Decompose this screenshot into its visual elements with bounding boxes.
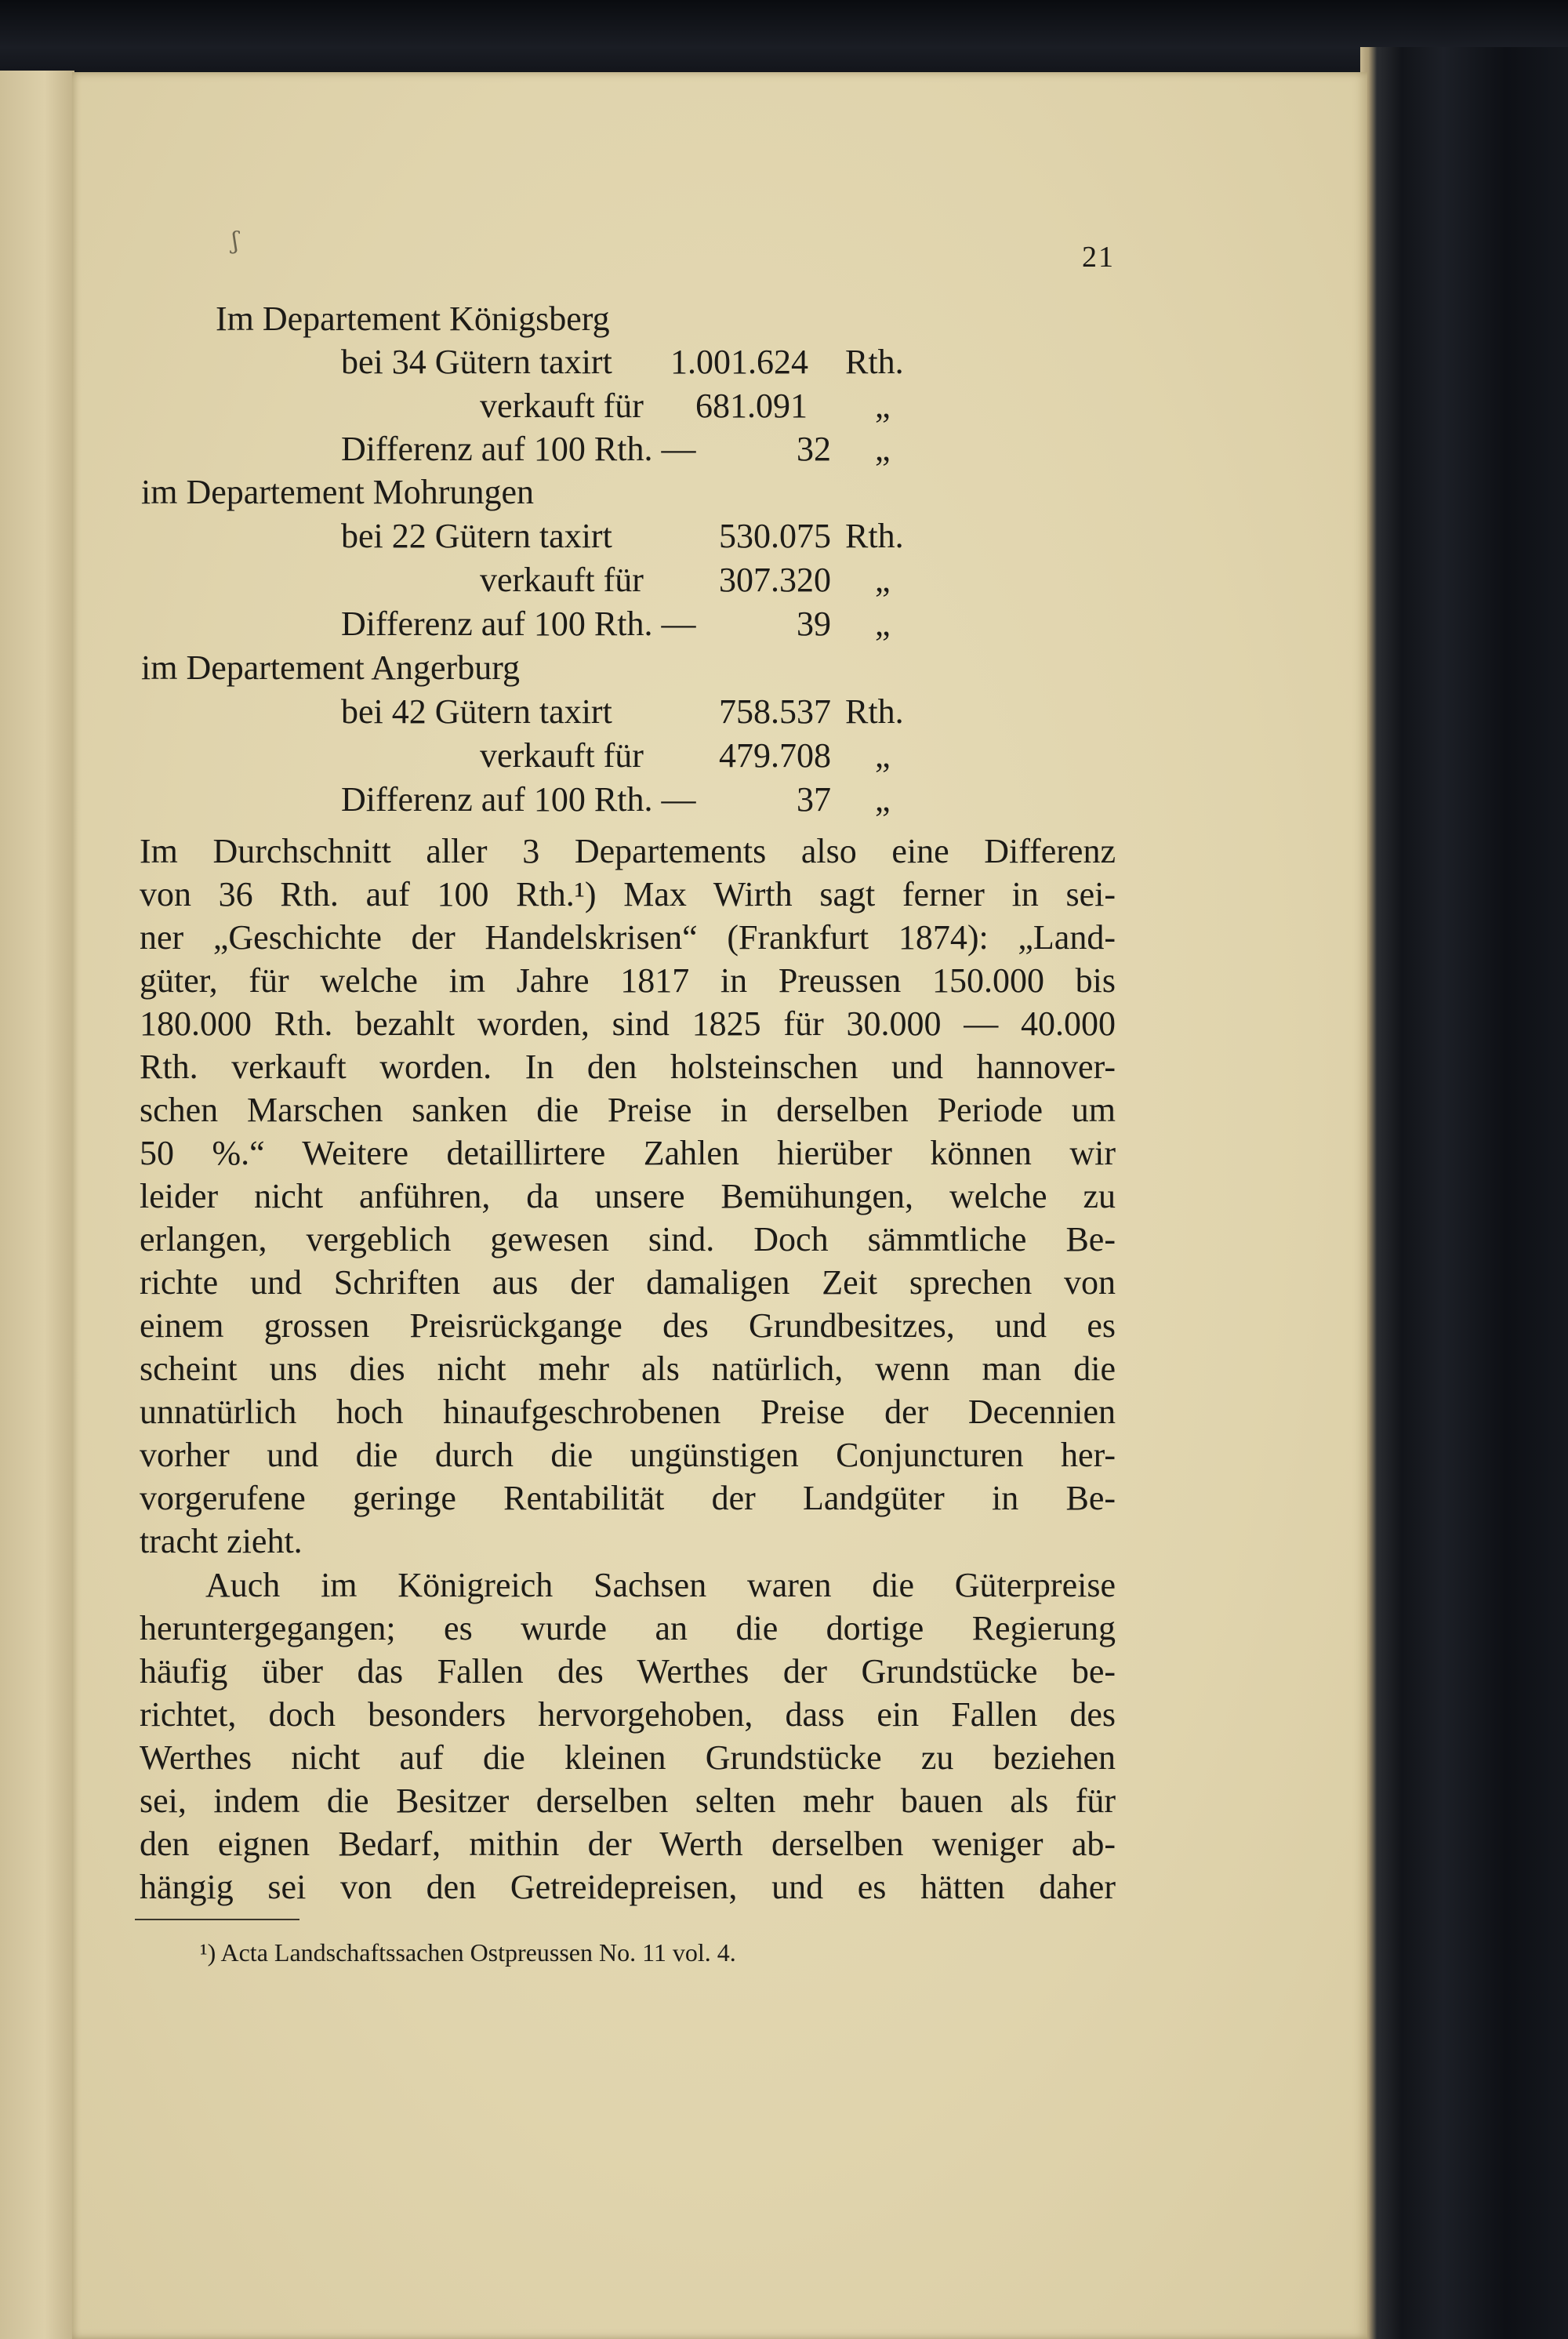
paragraph-line: Im Durchschnitt aller 3 Departements also eine Differenz <box>140 832 1116 870</box>
table-row-value: 758.537 <box>719 692 831 731</box>
paragraph-line: scheint uns dies nicht mehr als natürlich, wenn man die <box>140 1349 1116 1388</box>
table-row-unit: „ <box>875 780 891 819</box>
table-row-unit: „ <box>875 430 891 468</box>
pencil-mark: ʃ <box>232 227 239 255</box>
paragraph-line: Werthes nicht auf die kleinen Grundstücke zu beziehen <box>140 1738 1116 1777</box>
table-row-label: bei 34 Gütern taxirt <box>341 343 612 381</box>
table-heading: im Departement Mohrungen <box>141 473 534 511</box>
table-row-value: 32 <box>797 430 831 468</box>
paragraph-line: vorher und die durch die ungünstigen Conjuncturen her- <box>140 1436 1116 1474</box>
table-row-label: verkauft für <box>480 561 644 599</box>
paragraph-line: hängig sei von den Getreidepreisen, und es hätten daher <box>140 1868 1116 1906</box>
table-row-label: Differenz auf 100 Rth. — <box>341 780 696 819</box>
previous-page-edge <box>0 71 74 2339</box>
paragraph-line: häufig über das Fallen des Werthes der Grundstücke be- <box>140 1652 1116 1691</box>
page-number: 21 <box>1082 241 1115 274</box>
table-row-label: bei 22 Gütern taxirt <box>341 517 612 555</box>
table-row-value: 1.001.624 <box>670 343 808 381</box>
paragraph-line: einem grossen Preisrückgange des Grundbesitzes, und es <box>140 1306 1116 1345</box>
table-row-label: bei 42 Gütern taxirt <box>341 692 612 731</box>
table-row-value: 39 <box>797 605 831 643</box>
paragraph-line: schen Marschen sanken die Preise in derselben Periode um <box>140 1091 1116 1129</box>
table-row-unit: „ <box>875 387 891 425</box>
paragraph-line: richtet, doch besonders hervorgehoben, dass ein Fallen des <box>140 1695 1116 1734</box>
paragraph-line: erlangen, vergeblich gewesen sind. Doch sämmtliche Be- <box>140 1220 1116 1258</box>
paragraph-line: heruntergegangen; es wurde an die dortige Regierung <box>140 1609 1116 1647</box>
table-row-value: 307.320 <box>719 561 831 599</box>
paragraph-line: 50 %.“ Weitere detaillirtere Zahlen hierüber können wir <box>140 1134 1116 1172</box>
paragraph-line: den eignen Bedarf, mithin der Werth derselben weniger ab- <box>140 1825 1116 1863</box>
table-row-label: verkauft für <box>480 736 644 775</box>
table-row-unit: „ <box>875 605 891 643</box>
footnote: ¹) Acta Landschaftssachen Ostpreussen No. 11 vol. 4. <box>200 1938 736 1967</box>
table-row-label: Differenz auf 100 Rth. — <box>341 605 696 643</box>
paragraph-line: vorgerufene geringe Rentabilität der Landgüter in Be- <box>140 1479 1116 1517</box>
paragraph-line: 180.000 Rth. bezahlt worden, sind 1825 für 30.000 — 40.000 <box>140 1004 1116 1043</box>
table-row-unit: Rth. <box>845 692 904 731</box>
footnote-divider <box>135 1919 299 1920</box>
paragraph-line: von 36 Rth. auf 100 Rth.¹) Max Wirth sagt ferner in sei- <box>140 875 1116 913</box>
table-row-value: 530.075 <box>719 517 831 555</box>
paragraph-line: richte und Schriften aus der damaligen Zeit sprechen von <box>140 1263 1116 1302</box>
paragraph-line: Auch im Königreich Sachsen waren die Güterpreise <box>205 1566 1116 1604</box>
table-row-unit: „ <box>875 736 891 775</box>
table-row-label: Differenz auf 100 Rth. — <box>341 430 696 468</box>
table-row-value: 37 <box>797 780 831 819</box>
paragraph-line: tracht zieht. <box>140 1522 303 1560</box>
book-spine <box>1360 47 1568 2339</box>
paragraph-line: ner „Geschichte der Handelskrisen“ (Frankfurt 1874): „Land- <box>140 918 1116 957</box>
table-row-value: 479.708 <box>719 736 831 775</box>
paragraph-line: leider nicht anführen, da unsere Bemühungen, welche zu <box>140 1177 1116 1215</box>
table-heading: im Departement Angerburg <box>141 648 521 687</box>
table-row-unit: Rth. <box>845 343 904 381</box>
table-row-value: 681.091 <box>695 387 808 425</box>
table-row-unit: „ <box>875 561 891 599</box>
paragraph-line: sei, indem die Besitzer derselben selten mehr bauen als für <box>140 1781 1116 1820</box>
table-row-unit: Rth. <box>845 517 904 555</box>
paragraph-line: güter, für welche im Jahre 1817 in Preussen 150.000 bis <box>140 961 1116 1000</box>
paragraph-line: Rth. verkauft worden. In den holsteinschen und hannover- <box>140 1048 1116 1086</box>
table-row-label: verkauft für <box>480 387 644 425</box>
table-heading: Im Departement Königsberg <box>216 300 610 338</box>
paragraph-line: unnatürlich hoch hinaufgeschrobenen Preise der Decennien <box>140 1393 1116 1431</box>
